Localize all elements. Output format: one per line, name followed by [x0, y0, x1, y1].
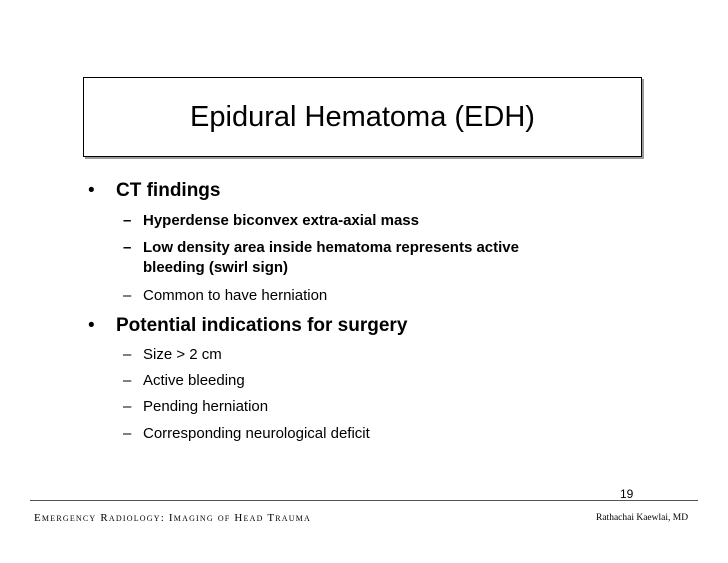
sub-item-text: Size > 2 cm: [143, 346, 222, 363]
page-number: 19: [620, 487, 634, 501]
footer-course-title: Emergency Radiology: Imaging of Head Trauma: [34, 512, 312, 524]
sub-item-text: Hyperdense biconvex extra-axial mass: [143, 212, 419, 229]
sub-item-text: Corresponding neurological deficit: [143, 425, 370, 442]
footer-divider: [30, 500, 698, 501]
dash-icon: –: [123, 425, 132, 442]
dash-icon: –: [123, 398, 132, 415]
bullet-icon: •: [88, 315, 95, 336]
sub-item-text-line2: bleeding (swirl sign): [143, 259, 289, 276]
sub-item-text: Common to have herniation: [143, 287, 328, 304]
sub-item-text-line1: Low density area inside hematoma represents active: [143, 239, 519, 256]
sub-item-text: Pending herniation: [143, 398, 269, 415]
dash-icon: –: [123, 287, 132, 304]
footer-author: Rathachai Kaewlai, MD: [596, 513, 689, 523]
dash-icon: –: [123, 346, 132, 363]
slide-title: Epidural Hematoma (EDH): [190, 101, 535, 133]
bullet-icon: •: [88, 180, 95, 201]
bullet-label: Potential indications for surgery: [116, 315, 408, 336]
sub-item-text: Active bleeding: [143, 372, 245, 389]
bullet-label: CT findings: [116, 180, 221, 201]
dash-icon: –: [123, 212, 132, 229]
dash-icon: –: [123, 372, 132, 389]
dash-icon: –: [123, 239, 132, 256]
